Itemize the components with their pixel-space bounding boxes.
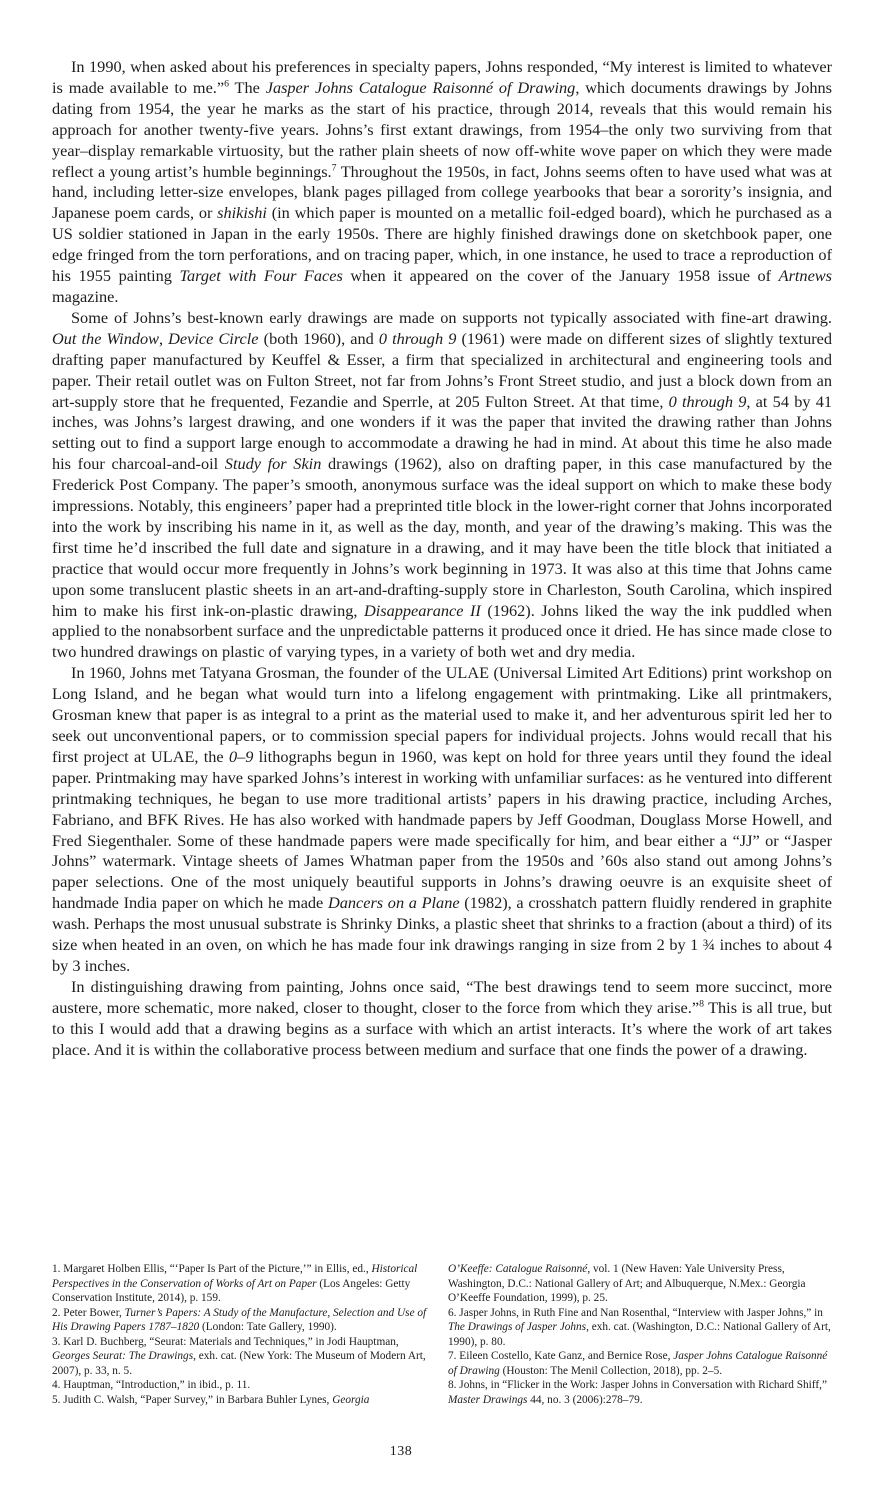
footnote-entry: 2. Peter Bower, Turner’s Papers: A Study of the Manufacture, Selection and Use of His Drawing Papers 1787–1820 (London: Tate Gallery, 1990). <box>52 1306 427 1333</box>
paragraph: In 1990, when asked about his preferences in specialty papers, Johns responded, “My interest is limited to whatever is made available to me.”$^6$ The Jasper Johns Catalogue Raisonné of Drawing, which documents drawings by Johns dating from 1954, the year he marks as the start of his practice, through 2014, reveals that this would remain his approach for another twenty-five years. Johns’s first extant drawings, from 1954–the only two surviving from that year–display remarkable virtuosity, but the rather plain sheets of now off-white wove paper on which they were made reflect a young artist’s humble beginnings.$^7$ Throughout the 1950s, in fact, Johns seems often to have used what was at hand, including letter-size envelopes, blank pages pillaged from college yearbooks that bear a sorority’s insignia, and Japanese poem cards, or shikishi (in which paper is mounted on a metallic foil-edged board), which he purchased as a US soldier stationed in Japan in the early 1950s. There are highly finished drawings done on sketchbook paper, one edge fringed from the torn perforations, and on tracing paper, which, in one instance, he used to trace a reproduction of his 1955 painting Target with Four Faces when it appeared on the cover of the January 1958 issue of Artnews magazine. <box>52 57 833 306</box>
footnote-entry: 4. Hauptman, “Introduction,” in ibid., p. 11. <box>52 1379 251 1391</box>
footnote-entry: 3. Karl D. Buchberg, “Seurat: Materials and Techniques,” in Jodi Hauptman, Georges Seurat: The Drawings, exh. cat. (New York: The Museum of Modern Art, 2007), p. 33, n. 5. <box>52 1335 426 1377</box>
footnote-entry: 1. Margaret Holben Ellis, “‘Paper Is Part of the Picture,’” in Ellis, ed., Historical Perspectives in the Conservation of Works of Art on Paper (Los Angeles: Getty Conservation Institute, 2014), p. 159. <box>52 1263 418 1304</box>
body-text <box>52 57 832 1061</box>
footnotes-right-column <box>448 1262 833 1407</box>
footnote-entry: 5. Judith C. Walsh, “Paper Survey,” in Barbara Buhler Lynes, Georgia <box>52 1393 370 1406</box>
footnote-entry: 8. Johns, in “Flicker in the Work: Jasper Johns in Conversation with Richard Shiff,” Master Drawings 44, no. 3 (2006):278–79. <box>448 1379 827 1406</box>
paragraph: In 1960, Johns met Tatyana Grosman, the founder of the ULAE (Universal Limited Art Editions) print workshop on Long Island, and he began what would turn into a lifelong engagement with printmaking. Like all printmakers, Grosman knew that paper is as integral to a print as the material used to make it, and her adventurous spirit led her to seek out unconventional papers, or to commission special papers for individual projects. Johns would recall that his first project at ULAE, the 0–9 lithographs begun in 1960, was kept on hold for three years until they found the ideal paper. Printmaking may have sparked Johns’s interest in working with unfamiliar surfaces: as he ventured into different printmaking techniques, he began to use more traditional artists’ papers in his drawing practice, including Arches, Fabriano, and BFK Rives. He has also worked with handmade papers by Jeff Goodman, Douglass Morse Howell, and Fred Siegenthaler. Some of these handmade papers were made specifically for him, and bear either a “JJ” or “Jasper Johns” watermark. Vintage sheets of James Whatman paper from the 1950s and ’60s also stand out among Johns’s paper selections. One of the most uniquely beautiful supports in Johns’s drawing oeuvre is an exquisite sheet of handmade India paper on which he made Dancers on a Plane (1982), a crosshatch pattern fluidly rendered in graphite wash. Perhaps the most unusual substrate is Shrinky Dinks, a plastic sheet that shrinks to a fraction (about a third) of its size when heated in an oven, on which he has made four ink drawings ranging in size from 2 by 1 ¾ inches to about 4 by 3 inches. <box>52 663 832 975</box>
footnote-entry: 6. Jasper Johns, in Ruth Fine and Nan Rosenthal, “Interview with Jasper Johns,” in The Drawings of Jasper Johns, exh. cat. (Washington, D.C.: National Gallery of Art, 1990), p. 80. <box>448 1306 831 1348</box>
paragraph: Some of Johns’s best-known early drawings are made on supports not typically associated with fine-art drawing. Out the Window, Device Circle (both 1960), and 0 through 9 (1961) were made on different sizes of slightly textured drafting paper manufactured by Keuffel & Esser, a firm that specialized in architectural and engineering tools and paper. Their retail outlet was on Fulton Street, not far from Johns’s Front Street studio, and just a block down from an art-supply store that he frequented, Fezandie and Sperrle, at 205 Fulton Street. At that time, 0 through 9, at 54 by 41 inches, was Johns’s largest drawing, and one wonders if it was the paper that invited the drawing rather than Johns setting out to find a support large enough to accommodate a drawing he had in mind. At about this time he also made his four charcoal-and-oil Study for Skin drawings (1962), also on drafting paper, in this case manufactured by the Frederick Post Company. The paper’s smooth, anonymous surface was the ideal support on which to make these body impressions. Notably, this engineers’ paper had a preprinted title block in the lower-right corner that Johns incorporated into the work by inscribing his name in it, as well as the day, month, and year of the drawing’s making. This was the first time he’d inscribed the full date and signature in a drawing, and it may have been the title block that initiated a practice that would occur more frequently in Johns’s work beginning in 1973. It was also at this time that Johns came upon some translucent plastic sheets in an art-and-drafting-supply store in Charleston, South Carolina, which inspired him to make his first ink-on-plastic drawing, Disappearance II (1962). Johns liked the way the ink puddled when applied to the nonabsorbent surface and the unpredictable patterns it produced once it dried. He has since made close to two hundred drawings on plastic of varying types, in a variety of both wet and dry media. <box>52 307 833 662</box>
footnotes-left-column <box>52 1262 437 1407</box>
page-number: 138 <box>389 1444 413 1459</box>
footnotes <box>52 1262 832 1407</box>
footnote-entry: O’Keeffe: Catalogue Raisonné, vol. 1 (New Haven: Yale University Press, Washington, D.C.: National Gallery of Art; and Albuquerque, N.Mex.: Georgia O’Keeffe Foundation, 1999), p. 25. <box>448 1263 806 1304</box>
paragraph: In distinguishing drawing from painting, Johns once said, “The best drawings tend to seem more succinct, more austere, more schematic, more naked, closer to thought, closer to the force from which they arise.”$^8$ This is all true, but to this I would add that a drawing begins as a surface with which an artist interacts. It’s where the work of art takes place. And it is within the collaborative process between medium and surface that one finds the power of a drawing. <box>52 976 832 1059</box>
footnote-entry: 7. Eileen Costello, Kate Ganz, and Bernice Rose, Jasper Johns Catalogue Raisonné of Drawing (Houston: The Menil Collection, 2018), pp. 2–5. <box>448 1350 828 1377</box>
